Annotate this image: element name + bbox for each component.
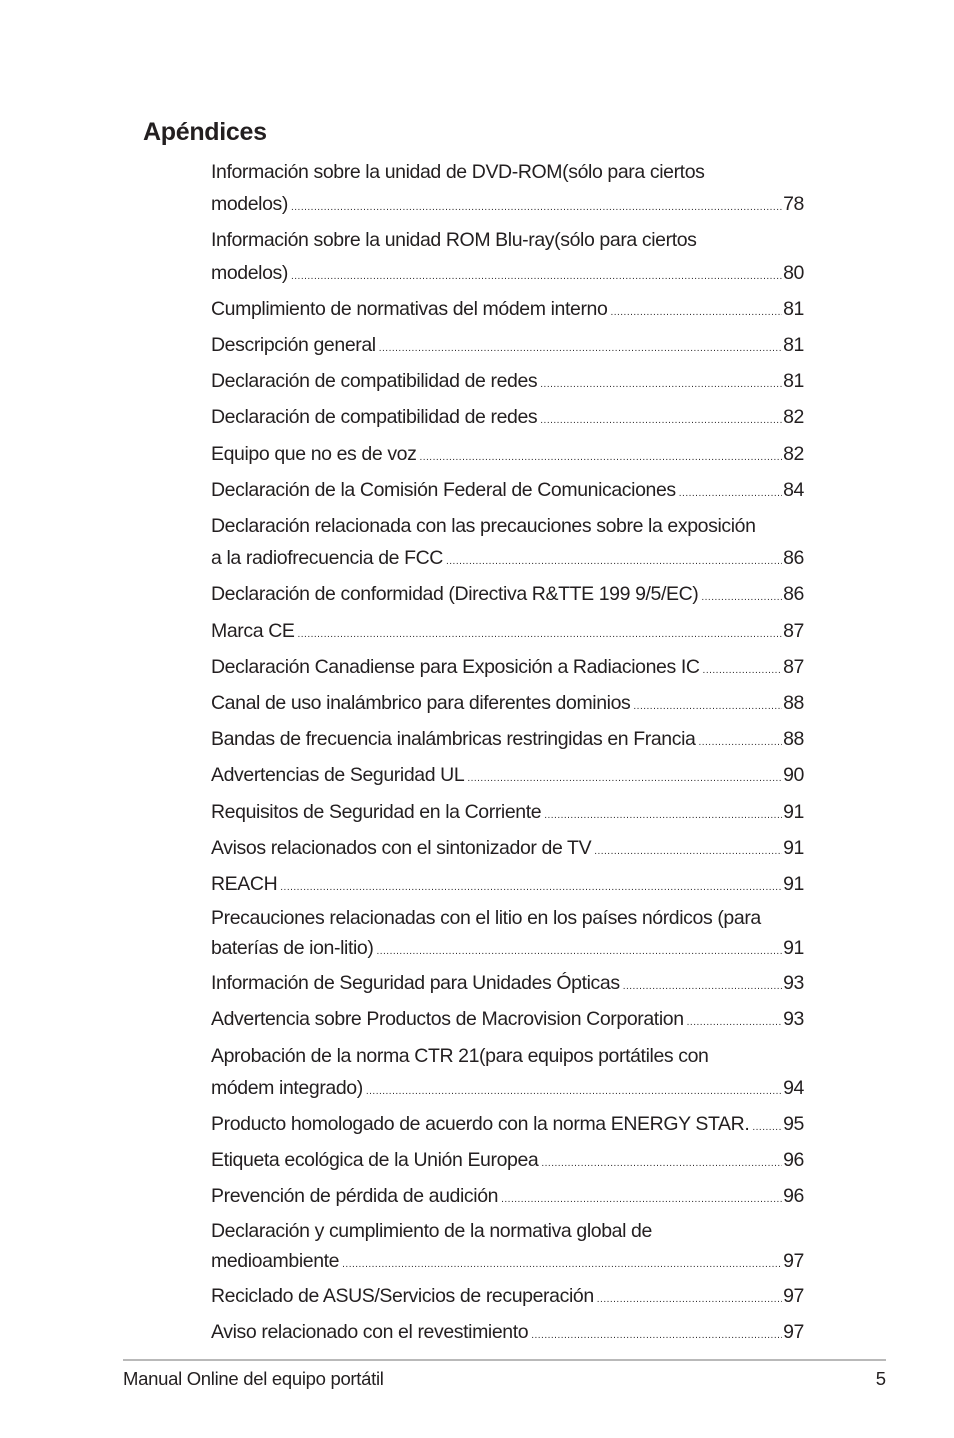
dot-leader xyxy=(633,691,782,723)
toc-entry[interactable] xyxy=(211,1108,804,1144)
toc-entry-row xyxy=(211,293,804,329)
dot-leader xyxy=(291,261,782,293)
toc-entry-title: a la radiofrecuencia de FCC xyxy=(211,547,443,570)
toc-entry-page: 80 xyxy=(783,261,804,284)
footer-rule xyxy=(123,1359,886,1361)
toc-entry-page: 87 xyxy=(783,619,804,642)
toc-entry-page: 78 xyxy=(783,193,804,216)
toc-entry-title: Avisos relacionados con el sintonizador de TV xyxy=(211,836,592,859)
toc-entry-title: Declaración de la Comisión Federal de Comunicaciones xyxy=(211,478,676,501)
toc-entry-row xyxy=(211,1108,804,1144)
toc-entry-title: Aviso relacionado con el revestimiento xyxy=(211,1320,529,1343)
toc-entry-row xyxy=(211,329,804,365)
toc-entry-title: Producto homologado de acuerdo con la norma ENERGY STAR. xyxy=(211,1113,750,1136)
toc-entry-title: Información de Seguridad para Unidades Ópticas xyxy=(211,972,620,995)
toc-entry-row xyxy=(211,967,804,1003)
toc-entry-page: 84 xyxy=(783,478,804,501)
toc-entry[interactable] xyxy=(211,578,804,614)
toc-entry-row xyxy=(211,615,804,651)
toc-entry-page: 95 xyxy=(783,1113,804,1136)
dot-leader xyxy=(419,442,782,474)
toc-entry-page: 82 xyxy=(783,442,804,465)
toc-entry[interactable] xyxy=(211,293,804,329)
toc-entry-row xyxy=(211,687,804,723)
toc-entry-title: baterías de ion-litio) xyxy=(211,937,374,960)
toc-entry-row xyxy=(211,1246,804,1280)
toc-entry-page: 91 xyxy=(783,836,804,859)
section-title: Apéndices xyxy=(143,118,267,146)
toc-entry[interactable] xyxy=(211,1217,804,1280)
toc-entry[interactable] xyxy=(211,329,804,365)
toc-entry-title: Declaración de conformidad (Directiva R&TTE 199 9/5/EC) xyxy=(211,583,699,606)
toc-entry-page: 88 xyxy=(783,692,804,715)
toc-entry-page: 86 xyxy=(783,547,804,570)
toc-entry-page: 81 xyxy=(783,334,804,357)
toc-entry[interactable] xyxy=(211,723,804,759)
dot-leader xyxy=(280,872,782,904)
toc-entry-page: 81 xyxy=(783,370,804,393)
toc-entry-row xyxy=(211,365,804,401)
toc-entry-title: Marca CE xyxy=(211,619,295,642)
toc-entry-row xyxy=(211,796,804,832)
dot-leader xyxy=(379,333,782,365)
toc-entry-page: 93 xyxy=(783,1008,804,1031)
dot-leader xyxy=(376,937,782,967)
toc-entry-page: 91 xyxy=(783,800,804,823)
toc-entry-title: Canal de uso inalámbrico para diferentes dominios xyxy=(211,692,631,715)
toc-entry-title: Declaración de compatibilidad de redes xyxy=(211,370,538,393)
dot-leader xyxy=(687,1007,782,1039)
toc-entry-page: 91 xyxy=(783,873,804,896)
toc-entry-page: 82 xyxy=(783,406,804,429)
toc-entry[interactable] xyxy=(211,868,804,904)
toc-entry[interactable] xyxy=(211,1280,804,1316)
dot-leader xyxy=(467,763,782,795)
dot-leader xyxy=(698,727,782,759)
dot-leader xyxy=(541,1148,782,1180)
toc-entry-title: Advertencia sobre Productos de Macrovision Corporation xyxy=(211,1008,684,1031)
toc-entry-row xyxy=(211,188,804,224)
toc-entry-title: Bandas de frecuencia inalámbricas restringidas en Francia xyxy=(211,728,696,751)
dot-leader xyxy=(297,619,782,651)
toc-entry[interactable] xyxy=(211,474,804,510)
dot-leader xyxy=(679,478,782,510)
toc-entry-page: 97 xyxy=(783,1320,804,1343)
dot-leader xyxy=(540,405,782,437)
toc-entry[interactable] xyxy=(211,796,804,832)
toc-entry-title: modelos) xyxy=(211,261,288,284)
toc-entry-title: Cumplimiento de normativas del módem interno xyxy=(211,297,608,320)
toc-entry-page: 93 xyxy=(783,972,804,995)
toc-entry[interactable] xyxy=(211,832,804,868)
toc-entry-page: 97 xyxy=(783,1249,804,1272)
toc-entry-title: Requisitos de Seguridad en la Corriente xyxy=(211,800,542,823)
toc-entry-row xyxy=(211,933,804,967)
toc-entry-page: 96 xyxy=(783,1149,804,1172)
toc-entry-title: Descripción general xyxy=(211,334,376,357)
toc-entry-page: 86 xyxy=(783,583,804,606)
toc-entry-page: 81 xyxy=(783,297,804,320)
toc-entry-title: Prevención de pérdida de audición xyxy=(211,1185,499,1208)
toc-entry[interactable] xyxy=(211,1144,804,1180)
toc-entry-row xyxy=(211,759,804,795)
toc-entry[interactable] xyxy=(211,651,804,687)
toc-entry[interactable] xyxy=(211,510,804,578)
dot-leader xyxy=(597,1284,782,1316)
toc-entry-row xyxy=(211,723,804,759)
toc-entry[interactable] xyxy=(211,1003,804,1039)
toc-entry[interactable] xyxy=(211,156,804,224)
dot-leader xyxy=(623,971,782,1003)
toc-entry-row xyxy=(211,578,804,614)
toc-entry[interactable] xyxy=(211,438,804,474)
toc-entry-title: Etiqueta ecológica de la Unión Europea xyxy=(211,1149,539,1172)
dot-leader xyxy=(366,1076,782,1108)
footer-page-number: 5 xyxy=(875,1368,886,1389)
toc-entry-row xyxy=(211,1180,804,1216)
table-of-contents xyxy=(211,156,804,1352)
footer-manual-title: Manual Online del equipo portátil xyxy=(123,1368,384,1389)
dot-leader xyxy=(540,369,782,401)
toc-entry[interactable] xyxy=(211,904,804,967)
toc-entry-title: Reciclado de ASUS/Servicios de recuperación xyxy=(211,1284,594,1307)
toc-entry-title-line: Declaración y cumplimiento de la normativa global de xyxy=(211,1219,652,1242)
toc-entry-title: modelos) xyxy=(211,193,288,216)
toc-entry-title: medioambiente xyxy=(211,1249,340,1272)
toc-entry[interactable] xyxy=(211,1040,804,1108)
toc-entry-row xyxy=(211,651,804,687)
toc-entry-page: 87 xyxy=(783,655,804,678)
toc-entry-page: 88 xyxy=(783,728,804,751)
toc-entry[interactable] xyxy=(211,224,804,292)
toc-entry[interactable] xyxy=(211,759,804,795)
toc-entry-title-line: Información sobre la unidad de DVD-ROM(sólo para ciertos xyxy=(211,161,705,183)
toc-entry-row xyxy=(211,1072,804,1108)
toc-entry[interactable] xyxy=(211,365,804,401)
toc-entry-row xyxy=(211,401,804,437)
toc-entry-title-line: Precauciones relacionadas con el litio en los países nórdicos (para xyxy=(211,907,761,930)
toc-entry-row xyxy=(211,257,804,293)
toc-entry-title: Declaración de compatibilidad de redes xyxy=(211,406,538,429)
dot-leader xyxy=(531,1320,782,1352)
toc-entry[interactable] xyxy=(211,687,804,723)
dot-leader xyxy=(446,546,782,578)
toc-entry-page: 96 xyxy=(783,1185,804,1208)
dot-leader xyxy=(703,655,783,687)
toc-entry-row xyxy=(211,542,804,578)
toc-entry-title: módem integrado) xyxy=(211,1076,363,1099)
toc-entry-row xyxy=(211,832,804,868)
toc-entry-row xyxy=(211,1144,804,1180)
toc-entry[interactable] xyxy=(211,1316,804,1352)
dot-leader xyxy=(342,1250,782,1280)
dot-leader xyxy=(501,1184,782,1216)
dot-leader xyxy=(544,800,782,832)
toc-entry-row xyxy=(211,868,804,904)
dot-leader xyxy=(594,836,782,868)
toc-entry[interactable] xyxy=(211,401,804,437)
dot-leader xyxy=(610,297,782,329)
toc-entry[interactable] xyxy=(211,615,804,651)
toc-entry-page: 94 xyxy=(783,1076,804,1099)
toc-entry-title: Declaración Canadiense para Exposición a Radiaciones IC xyxy=(211,655,700,678)
dot-leader xyxy=(752,1112,782,1144)
toc-entry-row xyxy=(211,474,804,510)
dot-leader xyxy=(291,192,782,224)
toc-entry[interactable] xyxy=(211,1180,804,1216)
toc-entry-row xyxy=(211,1003,804,1039)
toc-entry-title-line: Aprobación de la norma CTR 21(para equipos portátiles con xyxy=(211,1044,709,1067)
toc-entry-row xyxy=(211,1280,804,1316)
toc-entry-page: 97 xyxy=(783,1284,804,1307)
toc-entry[interactable] xyxy=(211,967,804,1003)
toc-entry-title: REACH xyxy=(211,873,278,896)
toc-entry-title: Equipo que no es de voz xyxy=(211,442,417,465)
toc-entry-row xyxy=(211,438,804,474)
toc-entry-page: 90 xyxy=(783,764,804,787)
toc-entry-title: Advertencias de Seguridad UL xyxy=(211,764,465,787)
toc-entry-row xyxy=(211,1316,804,1352)
toc-entry-title-line: Información sobre la unidad ROM Blu-ray(sólo para ciertos xyxy=(211,229,697,252)
toc-entry-title-line: Declaración relacionada con las precauciones sobre la exposición xyxy=(211,515,756,538)
dot-leader xyxy=(701,582,782,614)
toc-entry-page: 91 xyxy=(783,937,804,960)
